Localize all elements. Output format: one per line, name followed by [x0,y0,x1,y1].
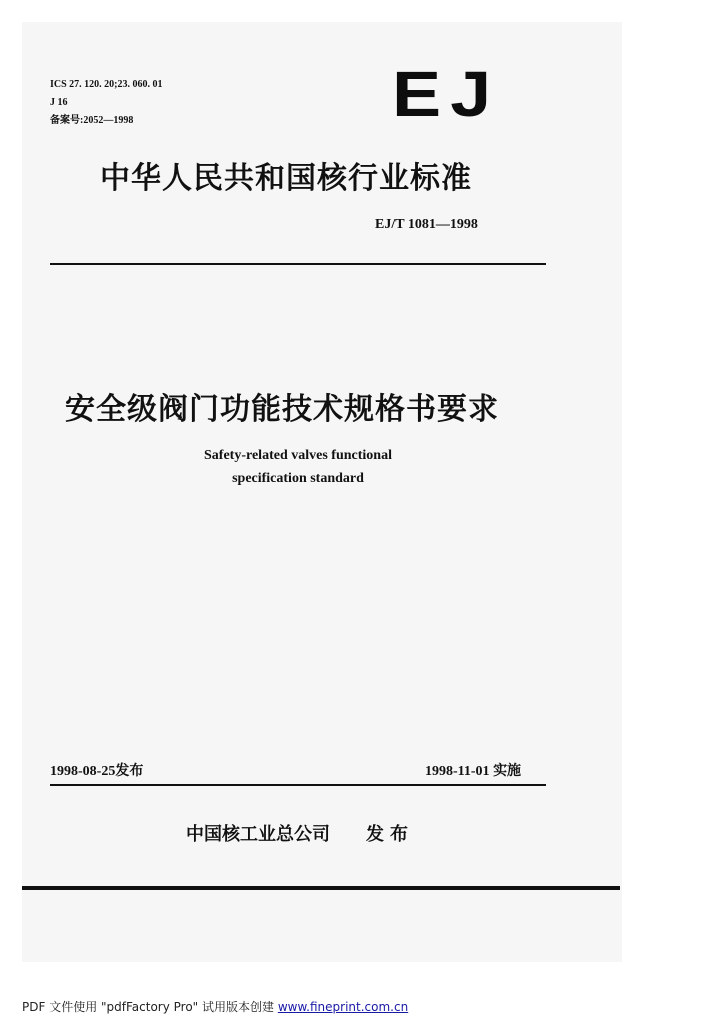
issue-date-value: 1998-08-25 [50,764,116,779]
document-title-en-line2: specification standard [232,471,364,486]
publisher-name: 中国核工业总公司 [186,824,330,845]
ej-logo: EJ [392,58,501,130]
issue-date [50,760,143,780]
footer-text: PDF 文件使用 "pdfFactory Pro" 试用版本创建 [22,1000,275,1014]
top-divider [50,263,546,265]
record-number: 备案号:2052—1998 [50,115,134,126]
heavy-divider [22,886,620,890]
class-code: J 16 [50,97,68,108]
footer-link[interactable]: www.fineprint.com.cn [277,1000,409,1014]
implement-date [425,760,521,780]
document-title-cn: 安全级阀门功能技术规格书要求 [65,392,499,427]
document-title-en-line1: Safety-related valves functional [204,448,392,463]
implement-date-label: 实施 [493,763,522,779]
standard-code: EJ/T 1081—1998 [375,217,478,232]
publisher-action: 发布 [366,824,414,845]
pdf-footer [22,998,408,1015]
issue-date-label: 发布 [115,763,144,779]
organization-title: 中华人民共和国核行业标准 [100,161,472,196]
bottom-divider [50,784,546,786]
implement-date-value: 1998-11-01 [425,764,490,779]
ics-code: ICS 27. 120. 20;23. 060. 01 [50,79,163,90]
